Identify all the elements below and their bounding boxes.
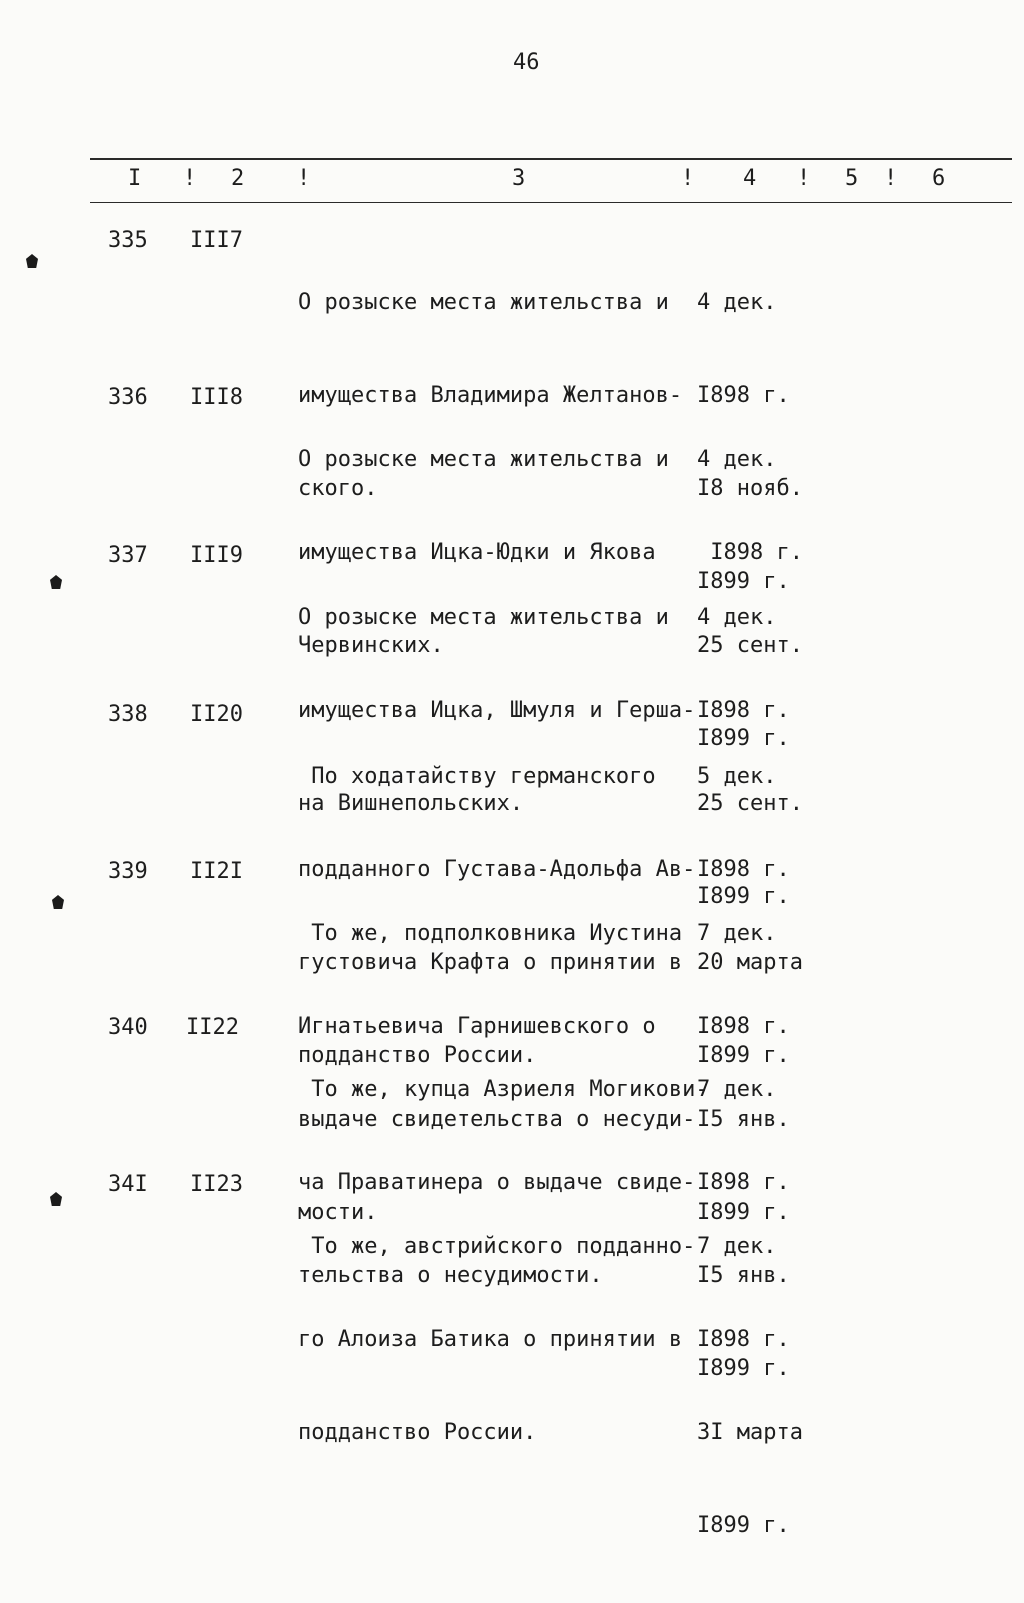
title-line: О розыске места жительства и [298, 447, 669, 472]
header-sep-5: ! [884, 166, 898, 191]
record-number: 337 [108, 543, 148, 568]
record-item: II23 [190, 1172, 243, 1197]
title-line: То же, подполковника Иустина [298, 921, 683, 946]
header-sep-3: ! [681, 166, 695, 191]
date-line: I899 г. [697, 1356, 790, 1381]
record-number: 339 [108, 859, 148, 884]
date-line: 4 дек. [697, 605, 777, 630]
header-col-2: 2 [231, 166, 245, 191]
title-line: Червинских. [298, 633, 444, 658]
header-col-1: I [128, 166, 142, 191]
title-line: О розыске места жительства и [298, 290, 669, 315]
title-line: ча Праватинера о выдаче свиде- [298, 1170, 696, 1195]
date-line: 7 дек. [697, 921, 777, 946]
date-line: I5 янв. [697, 1107, 790, 1132]
date-line: I898 г. [697, 540, 803, 565]
date-line: 4 дек. [697, 447, 777, 472]
punch-hole-mark [26, 254, 38, 268]
title-line: подданного Густава-Адольфа Ав- [298, 857, 696, 882]
page-number: 46 [513, 50, 540, 75]
date-line: 7 дек. [697, 1234, 777, 1259]
punch-hole-mark [50, 1192, 62, 1206]
header-col-6: 6 [932, 166, 946, 191]
title-line: То же, купца Азриеля Могикови- [298, 1077, 709, 1102]
title-line: То же, австрийского подданно- [298, 1234, 696, 1259]
header-col-3: 3 [512, 166, 526, 191]
title-line: Игнатьевича Гарнишевского о [298, 1014, 656, 1039]
title-line: мости. [298, 1200, 378, 1225]
record-title [298, 1169, 695, 1510]
title-line: тельства о несудимости. [298, 1263, 603, 1288]
title-line: имущества Ицка, Шмуля и Герша- [298, 698, 696, 723]
record-number: 34I [108, 1172, 148, 1197]
record-number: 340 [108, 1015, 148, 1040]
date-line: I898 г. [697, 857, 790, 882]
title-line: густовича Крафта о принятии в [298, 950, 683, 975]
title-line: на Вишнепольских. [298, 791, 524, 816]
date-line: 4 дек. [697, 290, 777, 315]
date-line: I898 г. [697, 383, 790, 408]
date-line: 5 дек. [697, 764, 777, 789]
title-line: имущества Владимира Желтанов- [298, 383, 683, 408]
date-line: I899 г. [697, 884, 790, 909]
date-line: I898 г. [697, 1327, 790, 1352]
title-line: имущества Ицка-Юдки и Якова [298, 540, 656, 565]
title-line: По ходатайству германского [298, 764, 656, 789]
title-line: О розыске места жительства и [298, 605, 669, 630]
date-line: 7 дек. [697, 1077, 777, 1102]
date-line: 25 сент. [697, 791, 803, 816]
date-line: I5 янв. [697, 1263, 790, 1288]
date-line: I898 г. [697, 698, 790, 723]
record-item: III7 [190, 228, 243, 253]
date-line: I899 г. [697, 726, 790, 751]
header-sep-2: ! [297, 166, 311, 191]
date-line: I898 г. [697, 1170, 790, 1195]
header-col-4: 4 [743, 166, 757, 191]
record-number: 336 [108, 385, 148, 410]
header-bottom-rule [90, 202, 1012, 203]
record-item: II2I [190, 859, 243, 884]
date-line: I899 г. [697, 1043, 790, 1068]
date-line: 3I марта [697, 1420, 803, 1445]
date-line: I899 г. [697, 1513, 790, 1538]
header-sep-1: ! [183, 166, 197, 191]
title-line: подданство России. [298, 1420, 537, 1445]
date-line: 20 марта [697, 950, 803, 975]
title-line: выдаче свидетельства о несуди- [298, 1107, 696, 1132]
header-col-5: 5 [845, 166, 859, 191]
punch-hole-mark [52, 895, 64, 909]
title-line: го Алоиза Батика о принятии в [298, 1327, 683, 1352]
record-number: 338 [108, 702, 148, 727]
punch-hole-mark [50, 575, 62, 589]
date-line: I899 г. [697, 569, 790, 594]
date-line: 25 сент. [697, 633, 803, 658]
record-item: II22 [186, 1015, 239, 1040]
record-dates [697, 1169, 803, 1603]
title-line: ского. [298, 476, 378, 501]
record-item: II20 [190, 702, 243, 727]
date-line: I8 нояб. [697, 476, 803, 501]
date-line: I899 г. [697, 1200, 790, 1225]
header-top-rule [90, 158, 1012, 160]
header-sep-4: ! [797, 166, 811, 191]
record-item: III9 [190, 543, 243, 568]
date-line: I898 г. [697, 1014, 790, 1039]
record-item: III8 [190, 385, 243, 410]
title-line: подданство России. [298, 1043, 537, 1068]
record-number: 335 [108, 228, 148, 253]
